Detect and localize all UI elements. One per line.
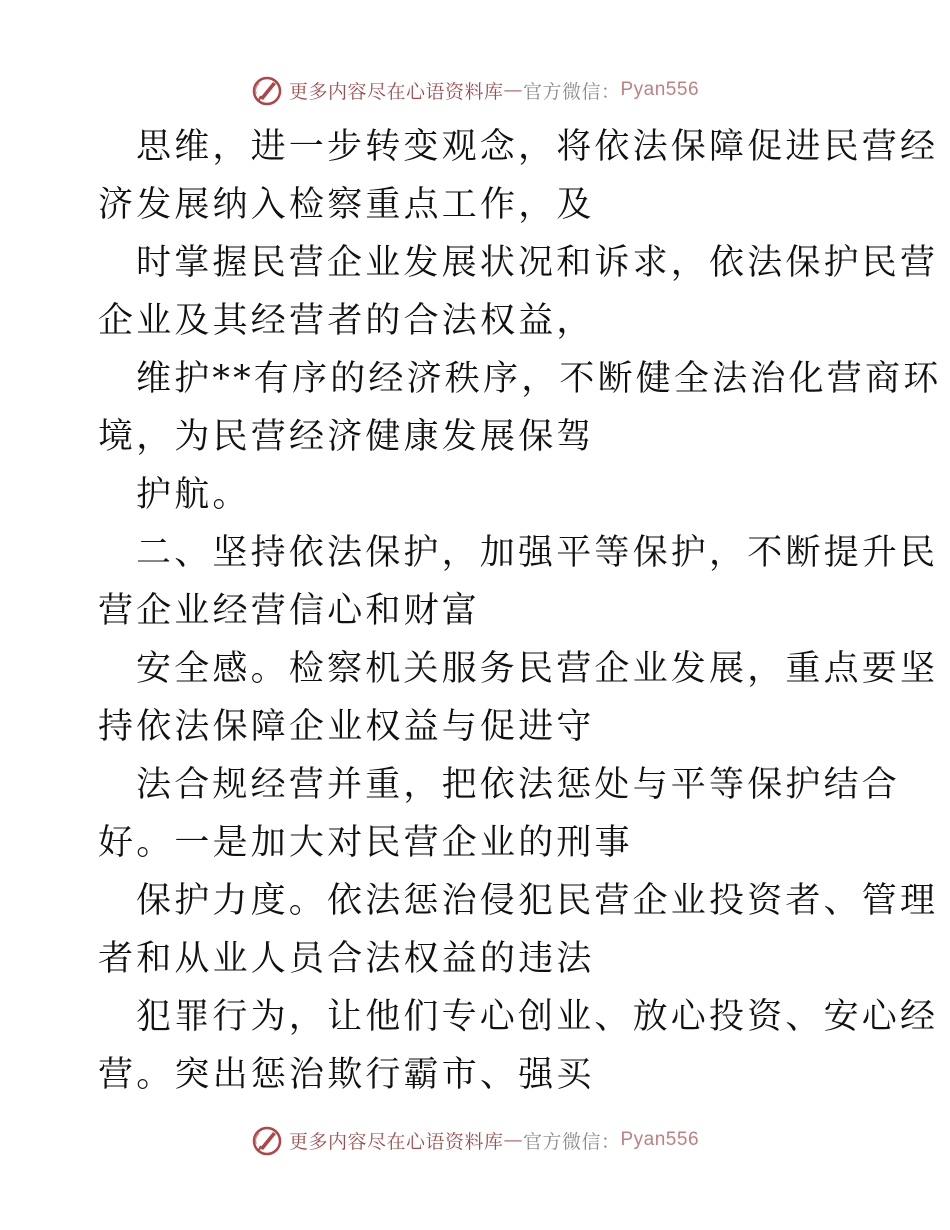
watermark-id: Pyan556 bbox=[620, 1129, 700, 1150]
text-line: 持依法保障企业权益与促进守 bbox=[98, 707, 595, 747]
footer-watermark bbox=[0, 1120, 950, 1160]
text-line: 维护**有序的经济秩序，不断健全法治化营商环 bbox=[136, 359, 942, 399]
text-line: 者和从业人员合法权益的违法 bbox=[98, 939, 595, 979]
text-line: 时掌握民营企业发展状况和诉求，依法保护民营 bbox=[136, 243, 939, 283]
watermark-label: 官方微信： bbox=[522, 80, 621, 103]
text-line: 犯罪行为，让他们专心创业、放心投资、安心经 bbox=[136, 997, 939, 1037]
watermark-main-text: 更多内容尽在心语资料库 bbox=[288, 80, 504, 103]
quill-pen-logo-icon bbox=[251, 74, 283, 106]
header-watermark bbox=[0, 70, 950, 110]
text-line: 保护力度。依法惩治侵犯民营企业投资者、管理 bbox=[136, 881, 939, 921]
text-line: 营企业经营信心和财富 bbox=[98, 591, 481, 631]
watermark-label: 官方微信： bbox=[522, 1130, 621, 1153]
text-line: 护航。 bbox=[136, 475, 251, 515]
watermark-dash: — bbox=[503, 79, 523, 101]
watermark-main-text: 更多内容尽在心语资料库 bbox=[288, 1130, 504, 1153]
text-line: 法合规经营并重，把依法惩处与平等保护结合 bbox=[136, 765, 901, 805]
text-line: 好。一是加大对民营企业的刑事 bbox=[98, 823, 633, 863]
text-line: 安全感。检察机关服务民营企业发展，重点要坚 bbox=[136, 649, 939, 689]
text-line: 思维，进一步转变观念，将依法保障促进民营经 bbox=[136, 127, 939, 167]
text-line: 济发展纳入检察重点工作，及 bbox=[98, 185, 595, 225]
watermark-dash: — bbox=[503, 1129, 523, 1151]
text-line: 企业及其经营者的合法权益， bbox=[98, 301, 595, 341]
quill-pen-logo-icon bbox=[251, 1124, 283, 1156]
text-line: 二、坚持依法保护，加强平等保护，不断提升民 bbox=[136, 533, 939, 573]
text-line: 营。突出惩治欺行霸市、强买 bbox=[98, 1055, 595, 1095]
text-line: 境，为民营经济健康发展保驾 bbox=[98, 417, 595, 457]
watermark-id: Pyan556 bbox=[620, 79, 700, 100]
